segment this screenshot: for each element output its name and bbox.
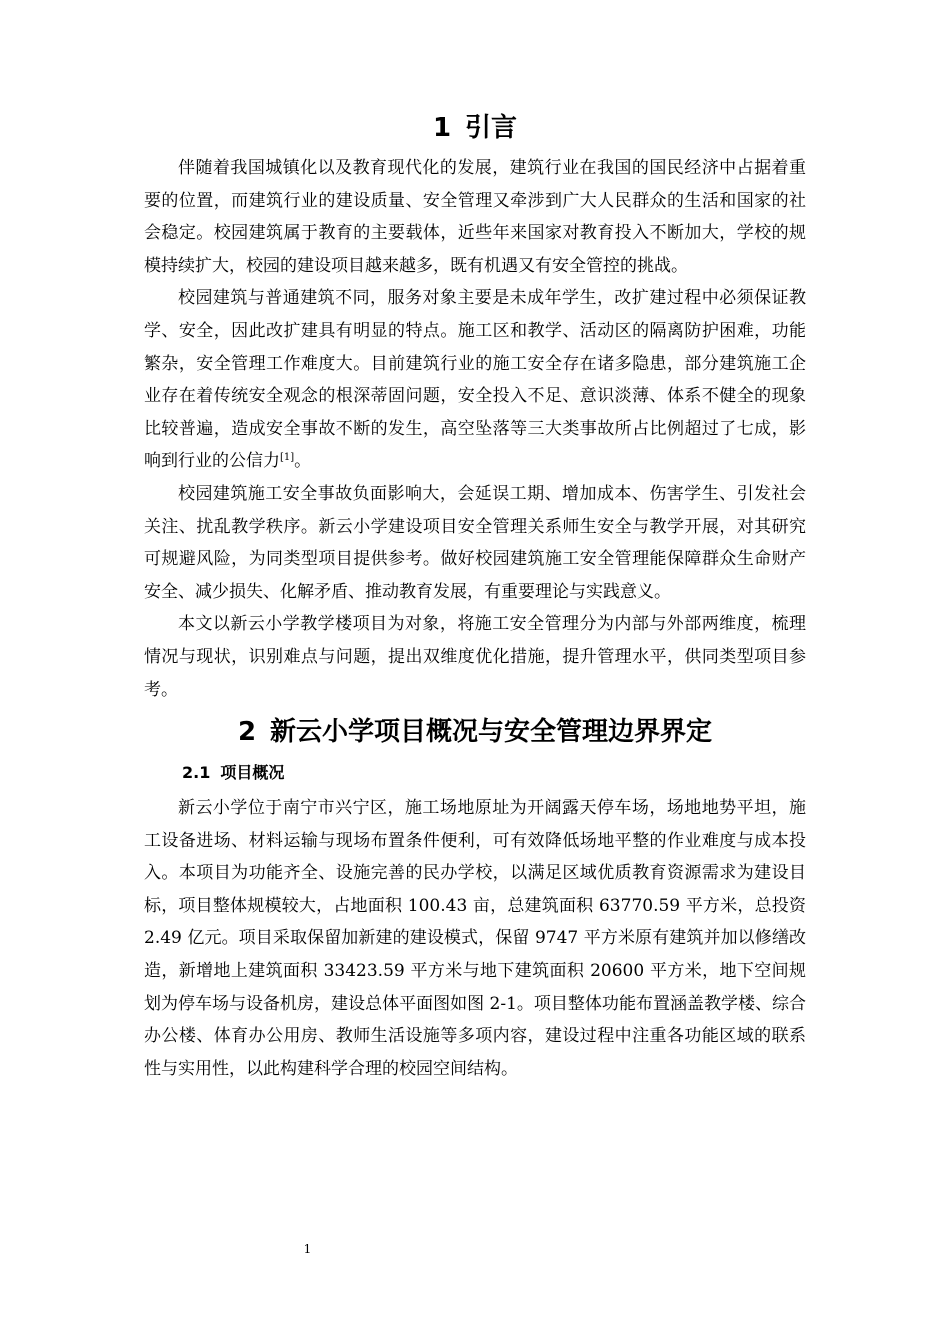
document-page bbox=[144, 108, 806, 1085]
section-1-paragraph-2-text: 校园建筑与普通建筑不同，服务对象主要是未成年学生，改扩建过程中必须保证教学、安全，因此改扩建具有明显的特点。施工区和教学、活动区的隔离防护困难，功能繁杂，安全管理工作难度大。目前建筑行业的施工安全存在诸多隐患，部分建筑施工企业存在着传统安全观念的根深蒂固问题，安全投入不足、意识淡薄、体系不健全的现象比较普遍，造成安全事故不断的发生，高空坠落等三大类事故所占比例超过了七成，影响到行业的公信力 bbox=[144, 288, 806, 472]
section-1-heading bbox=[144, 108, 806, 148]
section-1-paragraph-2 bbox=[144, 282, 806, 478]
subsection-2-1-title: 项目概况 bbox=[220, 763, 285, 783]
section-2-heading bbox=[144, 712, 806, 752]
section-2-number: 2 bbox=[237, 717, 257, 748]
section-1-paragraph-2-tail: 。 bbox=[294, 451, 312, 472]
section-2-title: 新云小学项目概况与安全管理边界界定 bbox=[270, 717, 713, 748]
section-2-paragraph-1: 新云小学位于南宁市兴宁区，施工场地原址为开阔露天停车场，场地地势平坦，施工设备进场、材料运输与现场布置条件便利，可有效降低场地平整的作业难度与成本投入。本项目为功能齐全、设施完善的民办学校，以满足区域优质教育资源需求为建设目标，项目整体规模较大，占地面积 100.43 亩，总建筑面积 63770.59 平方米，总投资 2.49 亿元。项目采取保留加新建的建设模式，保留 9747 平方米原有建筑并加以修缮改造，新增地上建筑面积 33423.59 平方米与地下建筑面积 20600 平方米，地下空间规划为停车场与设备机房，建设总体平面图如图 2-1。项目整体功能布置涵盖教学楼、综合办公楼、体育办公用房、教师生活设施等多项内容，建设过程中注重各功能区域的联系性与实用性，以此构建科学合理的校园空间结构。 bbox=[144, 798, 806, 1079]
section-1-paragraph-3: 校园建筑施工安全事故负面影响大，会延误工期、增加成本、伤害学生、引发社会关注、扰乱教学秩序。新云小学建设项目安全管理关系师生安全与教学开展，对其研究可规避风险，为同类型项目提供参考。做好校园建筑施工安全管理能保障群众生命财产安全、减少损失、化解矛盾、推动教育发展，有重要理论与实践意义。 bbox=[144, 483, 806, 602]
section-1-paragraph-4: 本文以新云小学教学楼项目为对象，将施工安全管理分为内部与外部两维度，梳理情况与现状，识别难点与问题，提出双维度优化措施，提升管理水平，供同类型项目参考。 bbox=[144, 614, 806, 700]
page-number: 1 bbox=[303, 1242, 312, 1256]
subsection-2-1-heading bbox=[144, 758, 806, 788]
section-1-paragraph-1: 伴随着我国城镇化以及教育现代化的发展，建筑行业在我国的国民经济中占据着重要的位置，而建筑行业的建设质量、安全管理又牵涉到广大人民群众的生活和国家的社会稳定。校园建筑属于教育的主要载体，近些年来国家对教育投入不断加大，学校的规模持续扩大，校园的建设项目越来越多，既有机遇又有安全管控的挑战。 bbox=[144, 158, 806, 276]
subsection-2-1-number: 2.1 bbox=[182, 763, 211, 783]
section-1-title: 引言 bbox=[465, 113, 518, 143]
page-footer bbox=[0, 1242, 950, 1256]
citation-marker: [1] bbox=[280, 452, 295, 464]
section-1-number: 1 bbox=[432, 113, 452, 143]
